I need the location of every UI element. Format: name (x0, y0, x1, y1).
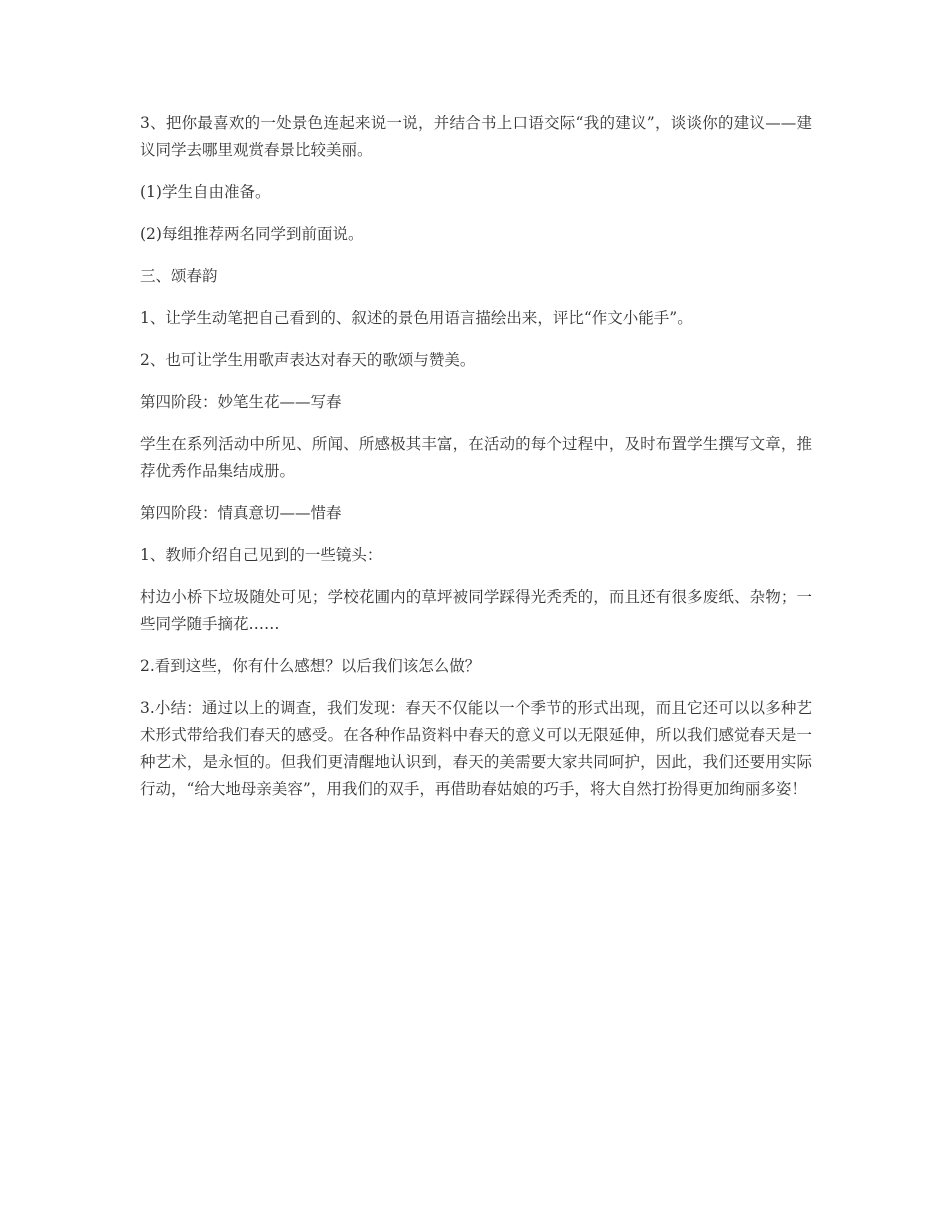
paragraph-step-2: (2)每组推荐两名同学到前面说。 (140, 225, 364, 243)
paragraph-suggestion-task: 3、把你最喜欢的一处景色连起来说一说，并结合书上口语交际“我的建议”，谈谈你的建议——建议同学去哪里观赏春景比较美丽。 (140, 114, 812, 159)
paragraph-summary: 3.小结：通过以上的调查，我们发现：春天不仅能以一个季节的形式出现，而且它还可以以多种艺术形式带给我们春天的感受。在各种作品资料中春天的意义可以无限延伸，所以我们感觉春天是一种艺术，是永恒的。但我们更清醒地认识到，春天的美需要大家共同呵护，因此，我们还要用实际行动，“给大地母亲美容”，用我们的双手，再借助春姑娘的巧手，将大自然打扮得更加绚丽多姿！ (140, 699, 812, 798)
stage-heading-cherish: 第四阶段：情真意切——惜春 (140, 504, 342, 522)
paragraph-writing-contest: 1、让学生动笔把自己看到的、叙述的景色用语言描绘出来，评比“作文小能手”。 (140, 309, 693, 327)
paragraph-compile-works: 学生在系列活动中所见、所闻、所感极其丰富，在活动的每个过程中，及时布置学生撰写文章，推荐优秀作品集结成册。 (140, 435, 812, 480)
paragraph-step-1: (1)学生自由准备。 (140, 183, 271, 201)
paragraph-question: 2.看到这些，你有什么感想？以后我们该怎么做？ (140, 657, 481, 675)
paragraph-singing: 2、也可让学生用歌声表达对春天的歌颂与赞美。 (140, 351, 476, 369)
paragraph-teacher-intro: 1、教师介绍自己见到的一些镜头： (140, 546, 383, 564)
stage-heading-writing: 第四阶段：妙笔生花——写春 (140, 393, 342, 411)
paragraph-observations: 村边小桥下垃圾随处可见；学校花圃内的草坪被同学踩得光秃秃的，而且还有很多废纸、杂物；一些同学随手摘花…… (140, 588, 812, 633)
document-page (140, 110, 812, 818)
section-heading-song-of-spring: 三、颂春韵 (140, 267, 218, 285)
